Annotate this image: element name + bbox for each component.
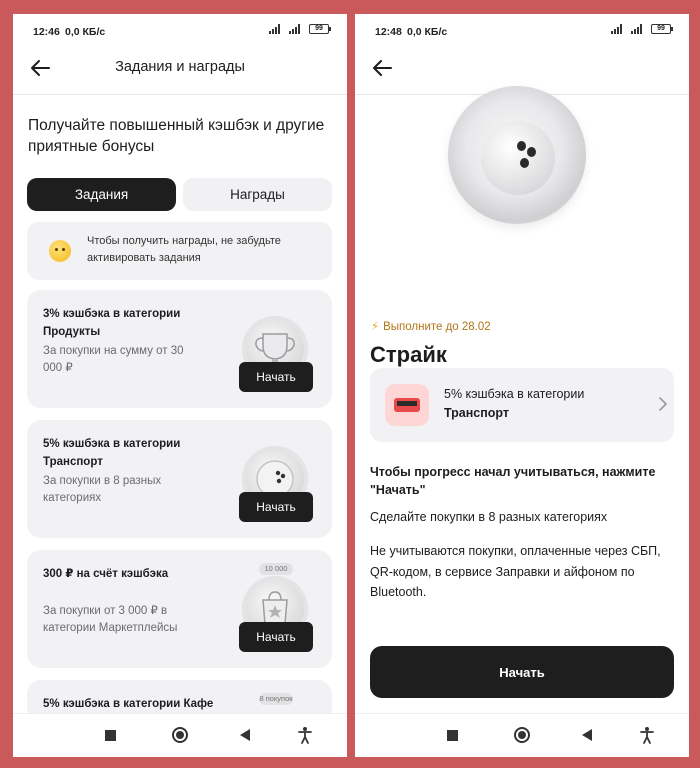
task-card-products[interactable] — [27, 290, 332, 408]
instruction-text: Сделайте покупки в 8 разных категориях — [370, 510, 608, 524]
chevron-right-icon — [656, 395, 670, 413]
home-icon[interactable] — [514, 727, 530, 743]
task-description: За покупки на сумму от 30 000 ₽ — [43, 345, 184, 374]
category-cashback: 5% кэшбэка в категории — [444, 387, 585, 401]
nav-back-icon[interactable] — [582, 729, 592, 741]
deadline-text: Выполните до 28.02 — [383, 321, 491, 333]
status-time: 12:46 — [33, 26, 60, 38]
back-arrow-icon[interactable] — [371, 58, 393, 78]
tasks-screen — [13, 14, 347, 757]
transport-category-icon — [385, 384, 429, 426]
signal-icon — [269, 24, 280, 34]
notice-text: Чтобы получить награды, не забудьте активировать задания — [87, 235, 281, 264]
recent-apps-icon[interactable] — [105, 730, 116, 741]
lightning-icon: ⚡ — [371, 321, 380, 333]
status-network-speed: 0,0 КБ/с — [407, 26, 448, 38]
task-description: За покупки в 8 разных категориях — [43, 475, 162, 504]
medal-badge: 10 000 — [259, 563, 293, 575]
task-title: 5% кэшбэка в категории Кафе — [43, 698, 214, 710]
category-card[interactable] — [370, 368, 674, 442]
page-title: Задания и награды — [115, 59, 245, 75]
medal-badge: 8 покупок — [259, 694, 293, 703]
recent-apps-icon[interactable] — [447, 730, 458, 741]
instruction-heading: Чтобы прогресс начал учитываться, нажмите "Начать" — [370, 465, 656, 497]
activation-notice — [27, 222, 332, 280]
start-button[interactable]: Начать — [370, 646, 674, 698]
bowling-medal-icon — [448, 86, 586, 224]
tab-tasks[interactable]: Задания — [27, 178, 176, 211]
header-divider — [13, 94, 347, 95]
start-button[interactable]: Начать — [239, 362, 313, 392]
home-icon[interactable] — [172, 727, 188, 743]
category-name: Транспорт — [444, 406, 510, 420]
accessibility-icon[interactable] — [297, 726, 313, 744]
start-button[interactable]: Начать — [239, 622, 313, 652]
signal-icon — [611, 24, 622, 34]
smile-emoji-icon — [49, 240, 71, 262]
task-card-transport[interactable] — [27, 420, 332, 538]
signal-icon — [631, 24, 642, 34]
system-nav-bar — [13, 713, 347, 757]
start-button[interactable]: Начать — [239, 492, 313, 522]
tab-rewards[interactable]: Награды — [183, 178, 332, 211]
status-bar — [13, 14, 347, 46]
task-title: 3% кэшбэка в категории Продукты — [43, 308, 181, 338]
exclusions-text: Не учитываются покупки, оплаченные через СБП, QR-кодом, в сервисе Заправки и айфоном по Bluetooth. — [370, 544, 661, 599]
status-time: 12:48 — [375, 26, 402, 38]
status-bar — [355, 14, 689, 46]
bus-icon — [394, 398, 420, 412]
deadline-label — [371, 319, 491, 333]
ball-hole — [520, 158, 529, 168]
battery-icon: 99 — [651, 24, 671, 34]
signal-icon — [289, 24, 300, 34]
task-detail-screen — [355, 14, 689, 757]
ball-hole — [527, 147, 536, 157]
battery-icon: 99 — [309, 24, 329, 34]
task-title: Страйк — [370, 342, 447, 367]
accessibility-icon[interactable] — [639, 726, 655, 744]
page-subtitle: Получайте повышенный кэшбэк и другие приятные бонусы — [28, 117, 325, 155]
system-nav-bar — [355, 713, 689, 757]
task-title: 300 ₽ на счёт кэшбэка — [43, 568, 169, 580]
status-network-speed: 0,0 КБ/с — [65, 26, 106, 38]
bowling-ball-icon — [481, 121, 555, 195]
ball-hole — [517, 141, 526, 151]
task-description: За покупки от 3 000 ₽ в категории Маркетплейсы — [43, 605, 178, 634]
tabs — [27, 178, 332, 211]
nav-back-icon[interactable] — [240, 729, 250, 741]
task-title: 5% кэшбэка в категории Транспорт — [43, 438, 181, 468]
task-card-marketplaces[interactable] — [27, 550, 332, 668]
